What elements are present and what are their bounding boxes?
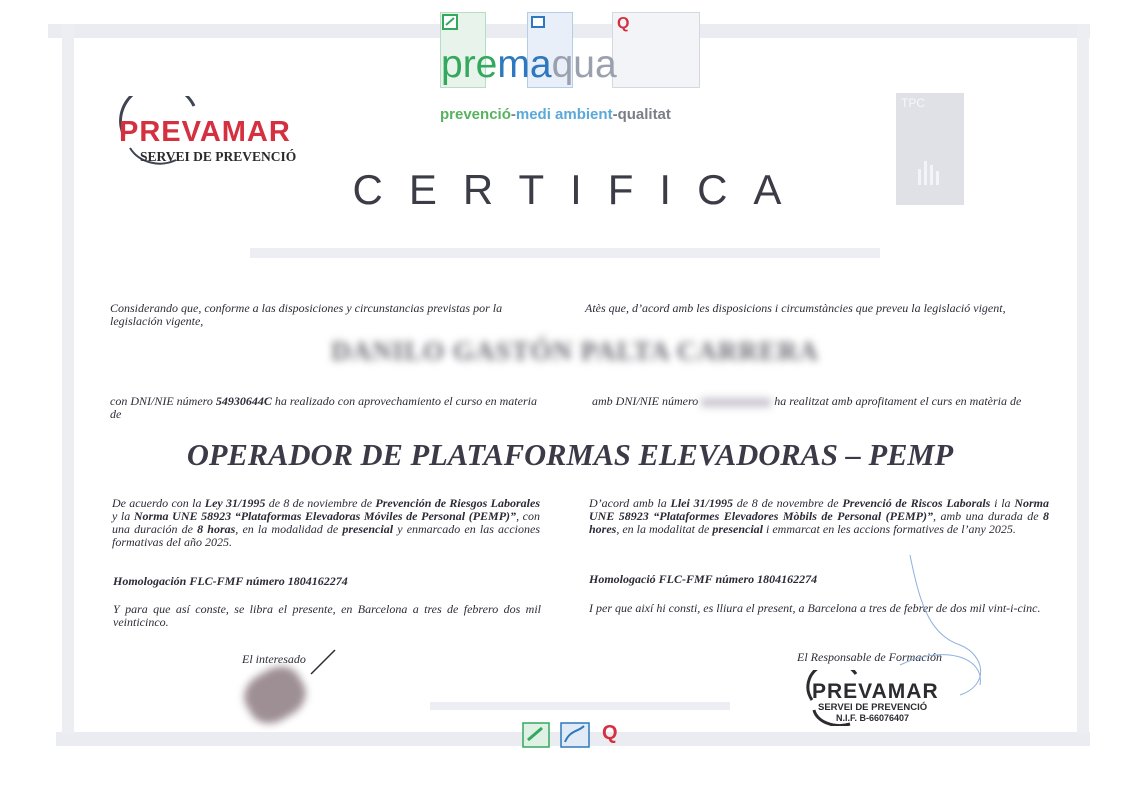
recipient-name: DANILO GASTÓN PALTA CARRERA <box>331 336 819 366</box>
tagline-separator: - <box>612 106 618 123</box>
prevamar-logo <box>116 96 336 166</box>
es-dni-suffix: ha realizado con aprovechamiento el curso en materia de <box>110 394 537 421</box>
tpc-badge <box>896 93 964 205</box>
ca-homologation: Homologació FLC-FMF número 1804162274 <box>589 572 818 586</box>
certificate-title: CERTIFICA <box>352 166 808 213</box>
stamp-subtitle: SERVEI DE PREVENCIÓ <box>818 702 928 713</box>
frame-left-border <box>62 24 74 734</box>
wordmark-pre: pre <box>441 43 498 86</box>
wordmark-qua: qua <box>551 43 617 86</box>
divider-under-title <box>250 248 880 258</box>
premaqua-grey-tile <box>612 12 700 88</box>
footer-leaf-icon <box>522 722 550 748</box>
ca-law-paragraph: D’acord amb la Llei 31/1995 de 8 de novembre de Prevenció de Riscos Laborals i la Norma UNE 58923 “Plataformes Elevadores Mòbils de Personal (PEMP)”, amb una durada de 8 hores, en la modalitat de presencial i emmarcat en les accions formatives de l’any 2025. <box>589 496 1049 536</box>
course-title: OPERADOR DE PLATAFORMAS ELEVADORAS – PEMP <box>186 438 954 472</box>
signature-redacted <box>237 658 314 731</box>
es-law-paragraph: De acuerdo con la Ley 31/1995 de 8 de noviembre de Prevención de Riesgos Laborales y la Norma UNE 58923 “Plataformas Elevadoras Móviles de Personal (PEMP)”, con una duración de 8 horas, en la modalidad de presencial y enmarcado en las acciones formativas del año 2025. <box>112 496 541 549</box>
ca-dni-suffix: ha realitzat amb aprofitament el curs en matèria de <box>774 394 1022 408</box>
ca-dni-prefix: amb DNI/NIE número <box>592 394 699 408</box>
prevamar-wordmark: PREVAMAR <box>119 116 291 148</box>
ca-closing: I per que així hi consti, es lliura el present, a Barcelona a tres de febrer de dos mil vint-i-cinc. <box>589 601 1041 615</box>
es-closing: Y para que así conste, se libra el presente, en Barcelona a tres de febrero dos mil veinticinco. <box>113 602 541 629</box>
premaqua-wordmark <box>441 43 617 87</box>
frame-right-border <box>1077 24 1089 734</box>
es-homologation: Homologación FLC-FMF número 1804162274 <box>113 574 348 588</box>
responsable-label: El Responsable de Formación <box>797 650 942 664</box>
stamp-nif: N.I.F. B-66076407 <box>836 713 910 723</box>
interesado-label: El interesado <box>242 652 306 666</box>
divider-bottom-center <box>430 702 730 710</box>
ca-dni-text <box>592 395 1062 408</box>
signature-stroke <box>305 648 365 678</box>
footer-logos <box>522 722 632 752</box>
prevamar-stamp <box>806 670 954 726</box>
tagline-prevencio: prevenció <box>440 106 511 123</box>
wordmark-ma: ma <box>497 43 552 86</box>
premaqua-tagline <box>440 106 671 123</box>
prevamar-subtitle: SERVEI DE PREVENCIÓ <box>140 149 297 164</box>
tagline-qualitat: qualitat <box>617 106 671 123</box>
es-dni-prefix: con DNI/NIE número <box>110 394 216 408</box>
leaf-icon <box>441 13 485 43</box>
tpc-label: TPC <box>901 96 925 110</box>
stamp-wordmark: PREVAMAR <box>812 680 939 703</box>
footer-quality-q-icon: Q <box>602 722 618 744</box>
tpc-bars-icon <box>896 93 964 205</box>
footer-water-icon <box>560 722 590 748</box>
ca-dni-number-redacted <box>701 398 771 407</box>
quality-q-icon: Q <box>617 15 630 32</box>
water-icon <box>528 13 572 43</box>
dni-number: 54930644C <box>215 394 272 408</box>
ca-intro-text: Atès que, d’acord amb les disposicions i circumstàncies que preveu la legislació vigent, <box>585 301 1006 315</box>
es-dni-text <box>110 395 550 421</box>
es-intro-text: Considerando que, conforme a las disposiciones y circunstancias previstas por la legislación vigente, <box>110 301 503 328</box>
tagline-separator: - <box>510 106 516 123</box>
tagline-medi-ambient: medi ambient <box>515 106 613 123</box>
